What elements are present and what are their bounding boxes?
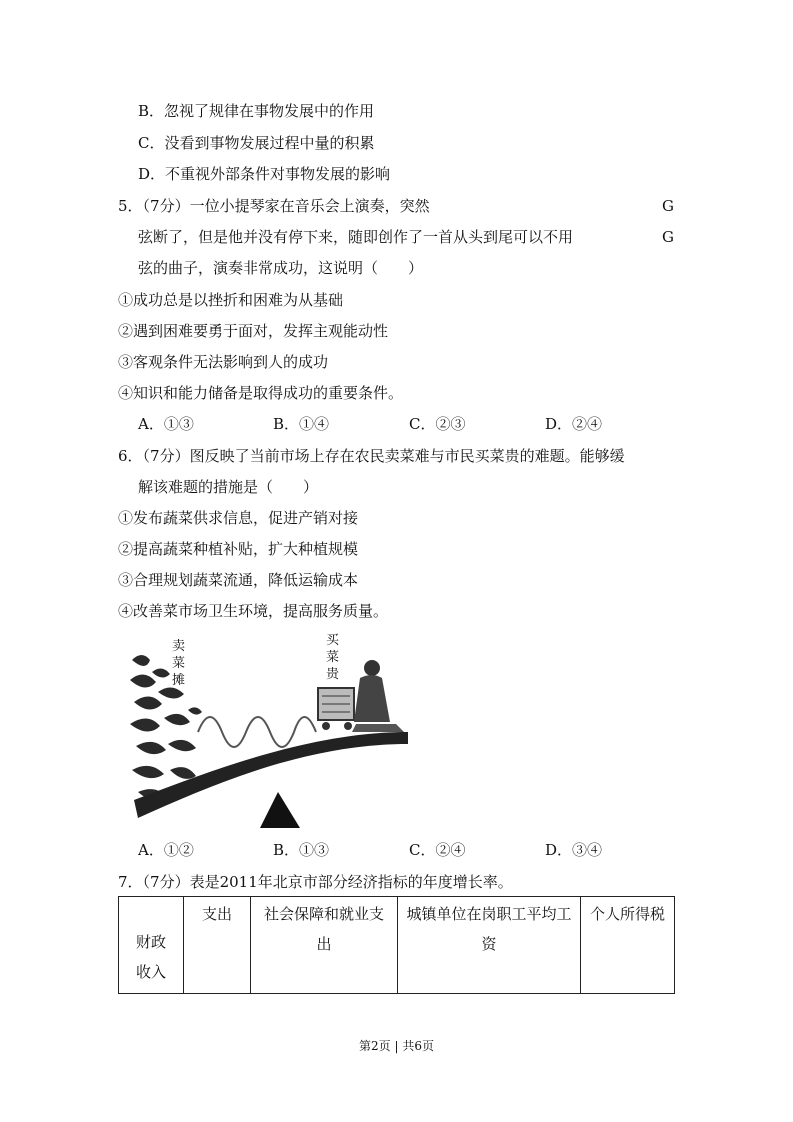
q5-item-3: ③客观条件无法影响到人的成功 [118, 353, 329, 371]
q6-option-d: D．③④ [545, 841, 603, 859]
q6-option-c: C．②④ [409, 841, 466, 859]
q5-stem-line1-tail: G [662, 197, 674, 215]
wavy-line [198, 717, 316, 747]
cell-text: 出 [316, 935, 332, 953]
economic-indicators-table [118, 896, 675, 994]
table-cell-average-wage [398, 897, 581, 994]
table-cell-expenditure [184, 897, 251, 994]
q6-item-2: ②提高蔬菜种植补贴，扩大种植规模 [118, 540, 359, 558]
q5-stem-line3: 弦的曲子，演奏非常成功，这说明（ ） [138, 259, 424, 277]
seesaw-fulcrum [260, 792, 300, 828]
cell-text: 资 [481, 935, 497, 953]
q6-stem-line1: 6．（7分）图反映了当前市场上存在农民卖菜难与市民买菜贵的难题。能够缓 [118, 447, 625, 465]
shopping-cart-icon [318, 688, 354, 730]
q4-option-c: C．没看到事物发展过程中量的积累 [138, 134, 375, 152]
cell-text: 收入 [135, 963, 166, 981]
q5-item-4: ④知识和能力储备是取得成功的重要条件。 [118, 384, 404, 402]
q5-stem-line2-tail: G [662, 228, 674, 246]
q5-item-2: ②遇到困难要勇于面对，发挥主观能动性 [118, 322, 389, 340]
q6-item-3: ③合理规划蔬菜流通，降低运输成本 [118, 571, 359, 589]
q5-option-c: C．②③ [409, 415, 466, 433]
q5-option-b: B．①④ [273, 415, 330, 433]
q5-stem-line2: 弦断了，但是他并没有停下来，随即创作了一首从头到尾可以不用 [138, 228, 574, 246]
left-label-char-2: 菜 [172, 656, 186, 671]
right-label-char-2: 菜 [326, 650, 340, 665]
cell-text: 个人所得税 [589, 905, 665, 923]
q6-item-4: ④改善菜市场卫生环境，提高服务质量。 [118, 602, 389, 620]
cell-text: 社会保障和就业支 [263, 905, 384, 923]
cell-text: 城镇单位在岗职工平均工 [406, 905, 572, 923]
table-cell-social-security [251, 897, 398, 994]
left-label-char-1: 卖 [172, 639, 186, 654]
q4-option-b: B．忽视了规律在事物发展中的作用 [138, 102, 375, 120]
q6-stem-line2: 解该难题的措施是（ ） [138, 478, 319, 496]
right-label-char-1: 买 [326, 633, 340, 648]
q5-option-a: A．①③ [138, 415, 194, 433]
q5-option-d: D．②④ [545, 415, 603, 433]
q4-option-d: D．不重视外部条件对事物发展的影响 [138, 165, 391, 183]
table-cell-fiscal-revenue [119, 897, 184, 994]
right-label-char-3: 贵 [326, 667, 340, 682]
q6-item-1: ①发布蔬菜供求信息，促进产销对接 [118, 509, 359, 527]
table-cell-income-tax [581, 897, 675, 994]
shopper-figure-icon [352, 660, 404, 732]
q6-option-b: B．①③ [273, 841, 330, 859]
q5-item-1: ①成功总是以挫折和困难为从基础 [118, 291, 344, 309]
seesaw-cartoon-figure [128, 632, 410, 830]
cell-text: 财政 [135, 933, 166, 951]
page-footer: 第2页 | 共6页 [359, 1039, 434, 1053]
q7-stem-line1: 7．（7分）表是2011年北京市部分经济指标的年度增长率。 [118, 873, 513, 891]
q5-stem-line1: 5．（7分）一位小提琴家在音乐会上演奏，突然 [118, 197, 430, 215]
q6-option-a: A．①② [138, 841, 194, 859]
table-row [119, 897, 675, 994]
cell-text: 支出 [201, 905, 232, 923]
left-label-char-3: 摊 [172, 673, 186, 688]
